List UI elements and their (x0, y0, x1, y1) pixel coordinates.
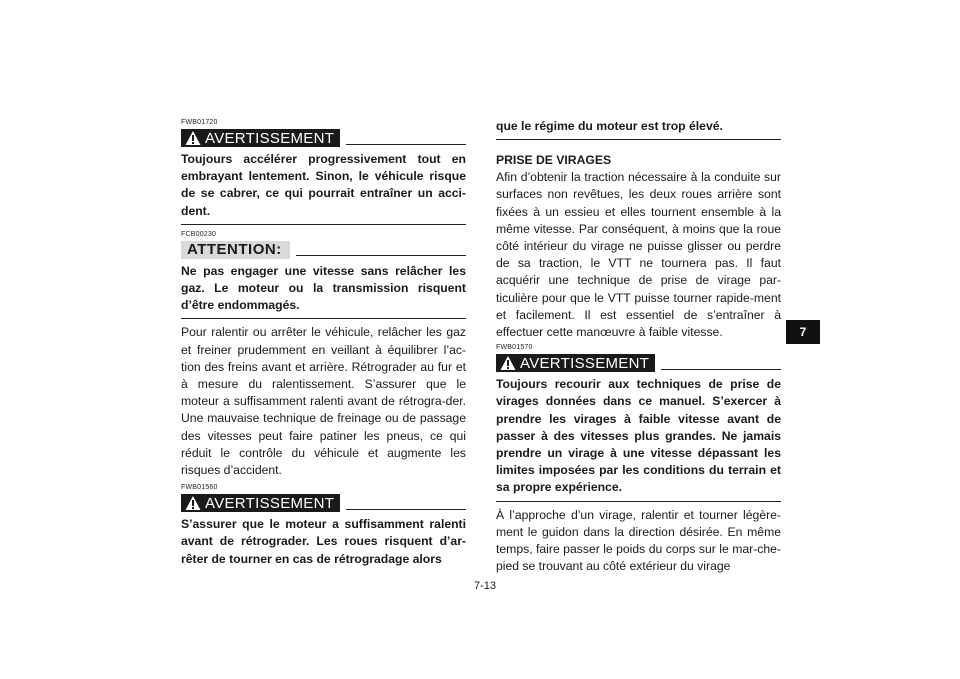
warning-text: Toujours recourir aux techniques de prise de virages données dans ce manuel. S’exercer à prendre les virages à faible vitesse avant de passer à des vitesses plus grandes. Ne jamais prendre un virage à une vitesse dépassant les limites imposées par les conditions du terrain et sa propre expérience. (496, 377, 781, 495)
divider (181, 224, 466, 225)
warning-triangle-icon (185, 130, 201, 146)
body-paragraph: À l’approche d’un virage, ralentir et tourner légère-ment le guidon dans la direction désirée. En même temps, faire passer le poids du corps sur le mar-che-pied se trouvant au côté extérieur du virage (496, 507, 781, 574)
section-title: PRISE DE VIRAGES (496, 153, 612, 168)
warning-label-box (496, 354, 655, 372)
divider (496, 501, 781, 502)
warning-header (496, 353, 781, 373)
warning-text: Toujours accélérer progressivement tout en embrayant lentement. Sinon, le véhicule risque de se cabrer, ce qui pourrait entraîner un acci-dent. (181, 152, 466, 218)
header-rule (661, 369, 781, 370)
warning-label: AVERTISSEMENT (205, 494, 335, 512)
page-number: 7-13 (473, 580, 497, 592)
warning-text: S’assurer que le moteur a suffisamment ralenti avant de rétrograder. Les roues risquent d’ar-rêter de tourner en cas de rétrogradage alors (181, 517, 466, 566)
attention-label-box (181, 241, 290, 259)
left-column (181, 118, 466, 568)
warning-header (181, 493, 466, 513)
warning-label-box (181, 129, 340, 147)
divider (181, 318, 466, 319)
warning-text-continued: que le régime du moteur est trop élevé. (496, 119, 723, 133)
header-rule (296, 255, 466, 256)
attention-text: Ne pas engager une vitesse sans relâcher les gaz. Le moteur ou la transmission risquent d’être endommagés. (181, 263, 466, 313)
warning-triangle-icon (500, 355, 516, 371)
attention-header (181, 240, 466, 260)
header-rule (346, 144, 466, 145)
warning-code: FWB01570 (496, 344, 533, 352)
attention-label: ATTENTION: (187, 241, 282, 259)
warning-triangle-icon (185, 495, 201, 511)
attention-code: FCB00230 (181, 230, 217, 238)
warning-label-box (181, 494, 340, 512)
section-paragraph: Afin d’obtenir la traction nécessaire à la conduite sur surfaces non revêtues, les deux roues arrière sont fixées à un essieu et elles tournent ensemble à la même vitesse. Par conséquent, à moins que la roue côté intérieur du virage ne puisse glisser ou perdre de sa traction, le VTT ne tournera pas. Il faut acquérir une technique de prise de virage par-ticulière pour que le VTT puisse tourner rapide-ment et facilement. Il est essentiel de s’entraîner à effectuer cette manœuvre à faible vitesse. (496, 170, 781, 340)
warning-label: AVERTISSEMENT (520, 354, 650, 372)
header-rule (346, 509, 466, 510)
warning-code: FWB01720 (181, 119, 218, 126)
warning-label: AVERTISSEMENT (205, 129, 335, 147)
divider (496, 139, 781, 140)
warning-code: FWB01560 (181, 484, 218, 492)
body-paragraph: Pour ralentir ou arrêter le véhicule, relâcher les gaz et freiner prudemment en veillant à équilibrer l’ac-tion des freins avant et arrière. Rétrograder au fur et à mesure du ralentissement. S’assurer que le moteur a suffisamment ralenti avant de rétrogra-der. Une mauvaise technique de freinage ou de passage des vitesses peut faire patiner les pneus, ce qui réduit le contrôle du véhicule et augmente les risques d’accident. (181, 325, 466, 478)
chapter-tab: 7 (786, 320, 820, 344)
warning-header (181, 128, 466, 148)
right-column (496, 118, 781, 575)
